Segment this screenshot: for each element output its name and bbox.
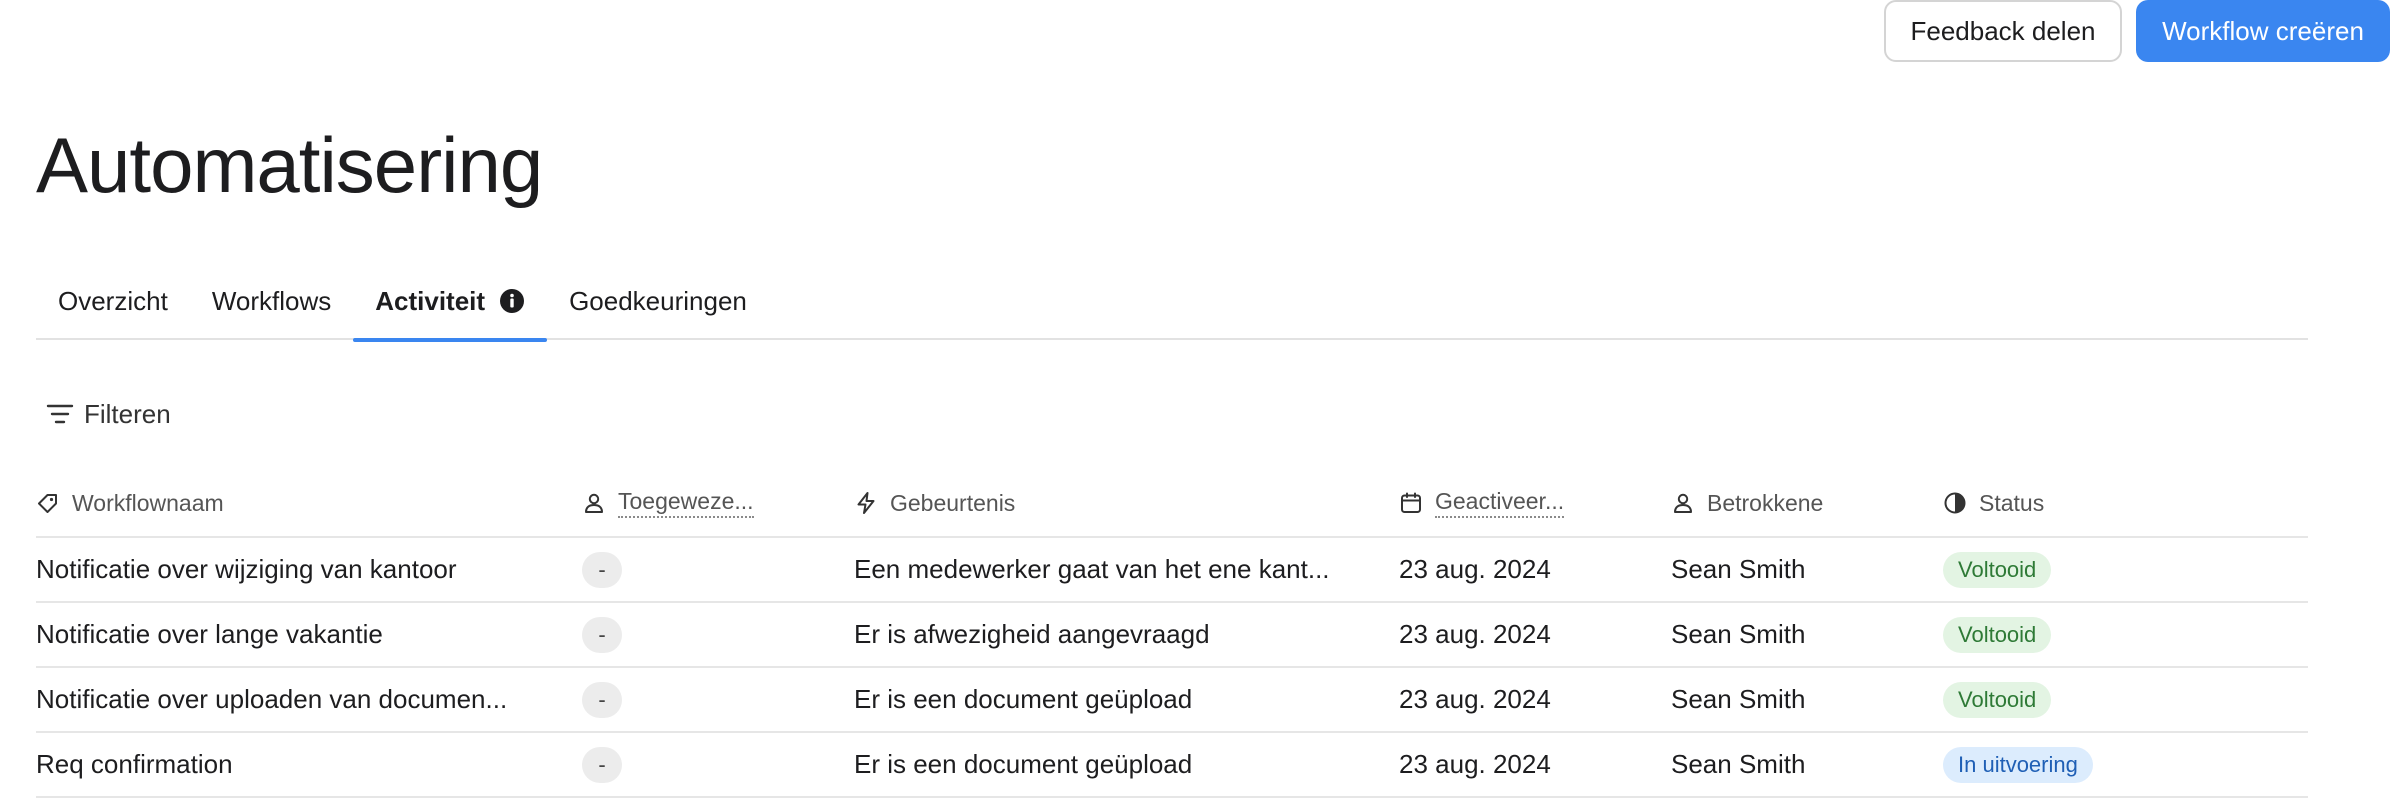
half-circle-icon <box>1943 491 1967 515</box>
page-title: Automatisering <box>36 121 543 209</box>
assigned-pill: - <box>582 617 622 653</box>
filter-icon <box>46 402 74 426</box>
cell-date: 23 aug. 2024 <box>1399 619 1551 649</box>
column-label: Toegeweze... <box>618 488 754 518</box>
cell-event: Er is afwezigheid aangevraagd <box>854 619 1210 649</box>
cell-status <box>1943 682 2308 718</box>
column-header-gebeurtenis[interactable] <box>854 490 1399 517</box>
column-header-toegewezen[interactable] <box>582 488 854 518</box>
cell-event: Een medewerker gaat van het ene kant... <box>854 554 1330 584</box>
feedback-button[interactable]: Feedback delen <box>1884 0 2122 62</box>
activity-table <box>36 470 2308 798</box>
assigned-pill: - <box>582 552 622 588</box>
column-label: Gebeurtenis <box>890 489 1016 516</box>
tab-activiteit[interactable] <box>353 262 547 340</box>
filter-button[interactable] <box>46 392 171 436</box>
table-row[interactable] <box>36 538 2308 603</box>
header-actions <box>1884 0 2390 62</box>
table-row[interactable] <box>36 733 2308 798</box>
cell-date: 23 aug. 2024 <box>1399 749 1551 779</box>
column-label: Geactiveer... <box>1435 488 1564 518</box>
cell-status <box>1943 617 2308 653</box>
cell-event: Er is een document geüpload <box>854 684 1193 714</box>
cell-workflow-name: Notificatie over lange vakantie <box>36 619 383 649</box>
cell-status <box>1943 747 2308 783</box>
status-badge: Voltooid <box>1943 682 2051 718</box>
column-label: Workflownaam <box>72 489 224 516</box>
tab-label: Goedkeuringen <box>569 285 747 316</box>
assigned-pill: - <box>582 682 622 718</box>
cell-workflow-name: Req confirmation <box>36 749 233 779</box>
cell-workflow-name: Notificatie over wijziging van kantoor <box>36 554 457 584</box>
tab-overzicht[interactable] <box>36 262 190 340</box>
cell-date: 23 aug. 2024 <box>1399 554 1551 584</box>
cell-assigned <box>582 552 854 588</box>
column-label: Status <box>1979 489 2045 516</box>
cell-person: Sean Smith <box>1671 749 1806 779</box>
cell-person: Sean Smith <box>1671 554 1806 584</box>
tab-bar <box>36 262 2308 340</box>
calendar-icon <box>1399 491 1423 515</box>
table-row[interactable] <box>36 603 2308 668</box>
column-header-workflownaam[interactable] <box>36 490 582 517</box>
cell-date: 23 aug. 2024 <box>1399 684 1551 714</box>
cell-assigned <box>582 682 854 718</box>
create-workflow-button[interactable]: Workflow creëren <box>2136 0 2390 62</box>
filter-label: Filteren <box>84 398 171 429</box>
cell-assigned <box>582 747 854 783</box>
column-header-geactiveerd[interactable] <box>1399 488 1671 518</box>
column-label: Betrokkene <box>1707 489 1824 516</box>
status-badge: In uitvoering <box>1943 747 2093 783</box>
cell-event: Er is een document geüpload <box>854 749 1193 779</box>
person-icon <box>1671 491 1695 515</box>
tab-label: Activiteit <box>375 285 486 316</box>
person-icon <box>582 491 606 515</box>
column-header-status[interactable] <box>1943 490 2308 517</box>
cell-person: Sean Smith <box>1671 684 1806 714</box>
tab-workflows[interactable] <box>190 262 353 340</box>
tag-icon <box>36 491 60 515</box>
tab-label: Overzicht <box>58 285 168 316</box>
column-header-betrokkene[interactable] <box>1671 490 1943 517</box>
status-badge: Voltooid <box>1943 617 2051 653</box>
cell-status <box>1943 552 2308 588</box>
tab-goedkeuringen[interactable] <box>547 262 769 340</box>
info-icon[interactable] <box>499 288 525 314</box>
cell-person: Sean Smith <box>1671 619 1806 649</box>
cell-assigned <box>582 617 854 653</box>
tab-label: Workflows <box>211 285 332 316</box>
table-row[interactable] <box>36 668 2308 733</box>
cell-workflow-name: Notificatie over uploaden van documen... <box>36 684 508 714</box>
assigned-pill: - <box>582 747 622 783</box>
table-header <box>36 470 2308 538</box>
lightning-icon <box>854 491 878 515</box>
status-badge: Voltooid <box>1943 552 2051 588</box>
